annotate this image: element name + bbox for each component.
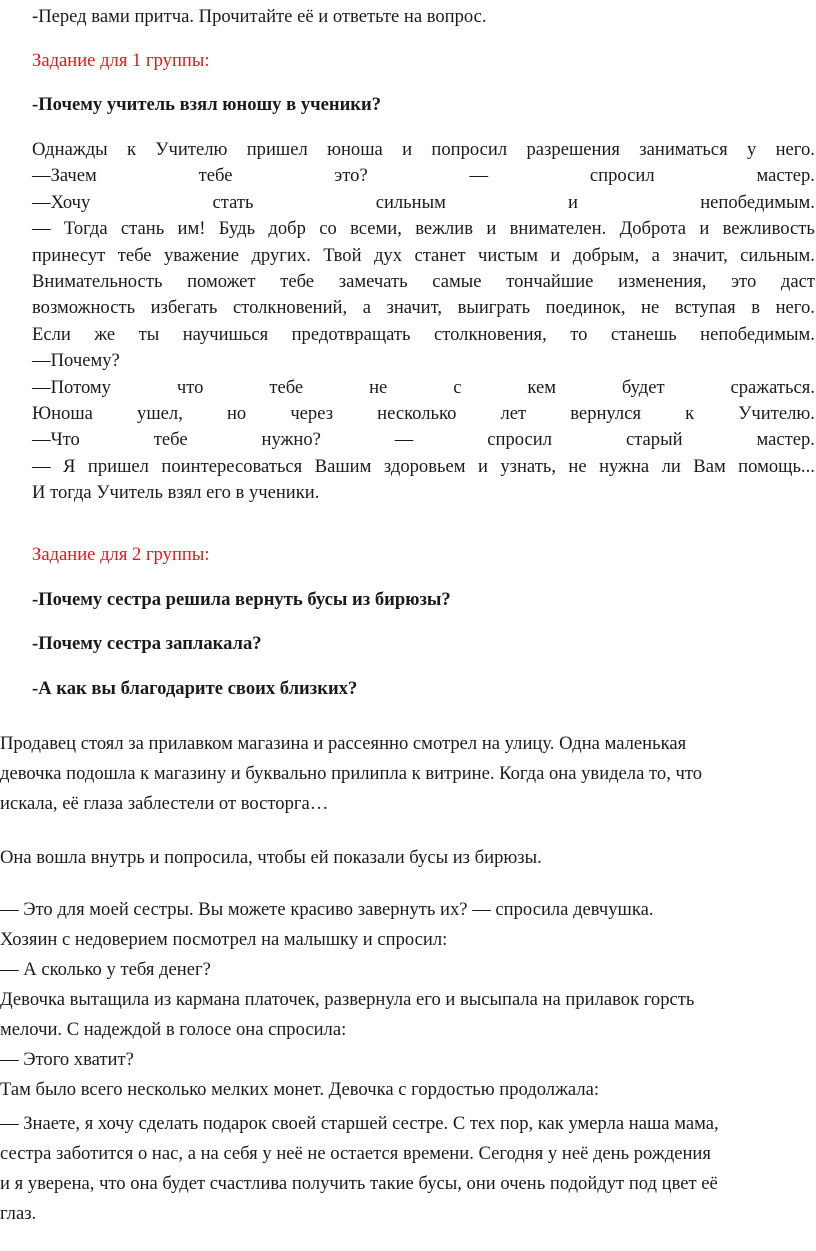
parable-1-word: тебе: [280, 271, 315, 292]
parable-1-word: непобедимым.: [700, 191, 815, 213]
parable-1-word: сильным: [375, 191, 446, 213]
parable-2-line: мелочи. С надеждой в голосе она спросила:: [0, 1019, 347, 1040]
parable-1-word: и: [699, 218, 710, 240]
parable-1-word: замечать: [338, 271, 408, 292]
parable-1-word: пришел: [87, 455, 149, 477]
parable-1-word: И тогда Учитель взял его в ученики.: [32, 482, 320, 504]
parable-1-word: им!: [177, 218, 206, 240]
parable-1-word: вежлив: [415, 218, 474, 240]
parable-2-line: Продавец стоял за прилавком магазина и рассеянно смотрел на улицу. Одна маленькая: [0, 733, 687, 754]
parable-1-word: Твой: [323, 244, 362, 266]
parable-1-word: это: [731, 271, 757, 292]
parable-1-word: в: [751, 297, 761, 319]
parable-1-word: значит,: [386, 297, 442, 319]
parable-1-line: [32, 480, 319, 505]
task1-question: -Почему учитель взял юношу в ученики?: [32, 94, 382, 115]
parable-1-word: ты: [138, 323, 160, 345]
parable-1-word: не: [369, 376, 388, 398]
parable-1-word: вернулся: [570, 403, 641, 424]
parable-1-word: но: [226, 403, 247, 424]
parable-1-word: Учителю.: [738, 403, 815, 424]
parable-1-line: [32, 322, 815, 347]
parable-1-line: [32, 401, 815, 426]
parable-2-line: Там было всего несколько мелких монет. Девочка с гордостью продолжала:: [0, 1079, 600, 1100]
parable-1-word: нужна: [599, 455, 650, 477]
parable-1-word: и: [477, 455, 488, 477]
parable-2-line: глаз.: [0, 1203, 37, 1224]
parable-1-word: попросил: [431, 139, 508, 160]
parable-1-word: чистым: [478, 244, 538, 266]
parable-1-word: помощь...: [738, 455, 815, 477]
parable-1-word: к: [685, 403, 695, 424]
parable-1-word: несколько: [377, 403, 457, 424]
parable-2-line: — Это для моей сестры. Вы можете красиво завернуть их? — спросила девчушка.: [0, 899, 654, 920]
parable-1-word: тебе: [117, 244, 152, 266]
parable-1-word: Учителю: [155, 139, 228, 160]
parable-1-word: старый: [625, 429, 683, 451]
parable-2-line: — Знаете, я хочу сделать подарок своей старшей сестре. С тех пор, как умерла наша мама,: [0, 1113, 719, 1134]
parable-1-word: добр: [268, 218, 306, 240]
parable-1-line: [32, 190, 815, 215]
parable-1-word: и: [550, 244, 561, 266]
parable-1-word: стань: [120, 218, 165, 240]
parable-1-word: юноша: [327, 139, 383, 160]
parable-1-word: мастер.: [756, 165, 815, 187]
parable-1-word: будет: [621, 376, 665, 398]
parable-1-word: тебе: [269, 376, 304, 398]
parable-2-line: Девочка вытащила из кармана платочек, развернула его и высыпала на прилавок горсть: [0, 989, 695, 1010]
parable-1-word: со: [319, 218, 337, 240]
parable-1-word: через: [290, 403, 334, 424]
parable-1-word: стать: [212, 191, 254, 213]
intro-line: -Перед вами притча. Прочитайте её и ответьте на вопрос.: [32, 6, 487, 27]
parable-1-word: сражаться.: [730, 376, 815, 398]
parable-1-word: заниматься: [639, 139, 728, 160]
parable-1-word: лет: [500, 403, 527, 424]
parable-1-word: то: [570, 323, 588, 345]
parable-1-word: изменения,: [618, 271, 707, 292]
parable-1-line: [32, 216, 815, 241]
parable-1-word: мастер.: [756, 429, 815, 451]
parable-1-line: [32, 243, 815, 268]
task1-heading: Задание для 1 группы:: [32, 50, 210, 71]
parable-1-word: него.: [775, 297, 815, 319]
parable-2-line: — А сколько у тебя денег?: [0, 959, 211, 980]
parable-1-line: [32, 269, 815, 294]
parable-1-line: [32, 348, 120, 373]
parable-1-line: [32, 295, 815, 320]
parable-1-word: тебе: [153, 429, 188, 451]
parable-1-word: столкновений,: [232, 297, 348, 319]
parable-1-word: разрешения: [526, 139, 620, 160]
parable-1-word: Вашим: [314, 455, 372, 477]
parable-1-word: Доброта: [619, 218, 686, 240]
parable-1-word: Вам: [693, 455, 726, 477]
parable-1-word: Однажды: [32, 139, 108, 160]
parable-1-word: внимателен.: [509, 218, 607, 240]
task2-question-3: -А как вы благодарите своих близких?: [32, 678, 358, 699]
parable-1-line: [32, 427, 815, 452]
parable-1-word: и: [486, 218, 497, 240]
parable-1-word: самые: [432, 271, 482, 292]
parable-1-word: у: [746, 139, 757, 160]
parable-2-line: девочка подошла к магазину и буквально прилипла к витрине. Когда она увидела то, что: [0, 763, 703, 784]
parable-1-line: [32, 163, 815, 188]
parable-1-line: [32, 375, 815, 400]
parable-1-word: избегать: [150, 297, 218, 319]
parable-1-word: что: [176, 376, 204, 398]
parable-1-word: сильным.: [740, 244, 815, 266]
parable-1-word: тебе: [198, 165, 233, 187]
parable-1-word: поинтересоваться: [161, 455, 303, 477]
task2-question-2: -Почему сестра заплакала?: [32, 633, 262, 654]
parable-1-word: —: [32, 455, 51, 477]
parable-1-word: ушел,: [137, 403, 183, 424]
parable-2-line: и я уверена, что она будет счастлива получить такие бусы, они очень подойдут под цвет её: [0, 1173, 718, 1194]
parable-1-word: вступая: [674, 297, 736, 319]
parable-1-word: нужно?: [261, 429, 321, 451]
parable-1-word: спросил: [487, 429, 553, 451]
parable-1-word: возможность: [32, 297, 136, 319]
parable-1-word: не: [568, 455, 587, 477]
parable-2-line: Хозяин с недоверием посмотрел на малышку и спросил:: [0, 929, 448, 950]
parable-1-word: —Зачем: [32, 165, 97, 187]
parable-2-line: сестра заботится о нас, а на себя у неё не остается времени. Сегодня у неё день рождения: [0, 1143, 711, 1164]
parable-1-word: спросил: [589, 165, 655, 187]
parable-1-word: станешь: [610, 323, 677, 345]
parable-1-word: и: [568, 191, 578, 213]
parable-1-line: [32, 454, 815, 479]
parable-1-word: Тогда: [63, 218, 108, 240]
parable-1-word: же: [94, 323, 116, 345]
parable-1-word: ли: [661, 455, 681, 477]
parable-1-word: научишься: [182, 323, 269, 345]
parable-1-word: вежливость: [722, 218, 815, 240]
parable-1-word: Будь: [218, 218, 256, 240]
parable-1-word: него.: [775, 139, 815, 160]
parable-1-word: принесут: [32, 244, 106, 266]
parable-2-line: — Этого хватит?: [0, 1049, 134, 1070]
parable-1-word: с: [453, 376, 462, 398]
task2-question-1: -Почему сестра решила вернуть бусы из бирюзы?: [32, 589, 451, 610]
parable-1-word: —: [469, 165, 489, 187]
parable-1-word: поединок,: [545, 297, 626, 319]
parable-1-word: не: [641, 297, 660, 319]
parable-1-word: пришел: [246, 139, 308, 160]
parable-1-word: всеми,: [350, 218, 402, 240]
parable-1-word: —: [32, 218, 51, 240]
parable-1-word: узнать,: [500, 455, 556, 477]
task2-heading: Задание для 2 группы:: [32, 544, 210, 565]
parable-1-line: [32, 137, 815, 162]
parable-1-word: других.: [251, 244, 311, 266]
parable-1-word: Внимательность: [32, 271, 163, 292]
parable-1-word: —: [394, 429, 414, 451]
parable-1-word: значит,: [672, 244, 728, 266]
parable-1-word: это?: [334, 165, 368, 187]
parable-1-word: к: [126, 139, 137, 160]
parable-1-word: столкновения,: [433, 323, 547, 345]
parable-1-word: выиграть: [457, 297, 531, 319]
parable-1-word: —Что: [32, 429, 80, 451]
parable-1-word: тончайшие: [506, 271, 594, 292]
parable-1-word: —Потому: [32, 376, 111, 398]
parable-1-word: даст: [780, 271, 815, 292]
parable-1-word: Я: [63, 455, 76, 477]
parable-1-word: —Хочу: [32, 191, 91, 213]
parable-1-word: Если: [32, 323, 71, 345]
parable-2-line: искала, её глаза заблестели от восторга…: [0, 793, 329, 814]
parable-1-word: а: [651, 244, 660, 266]
parable-1-word: станет: [414, 244, 466, 266]
parable-1-word: предотвращать: [291, 323, 411, 345]
parable-1-word: Юноша: [32, 403, 93, 424]
parable-1-word: добрым,: [572, 244, 640, 266]
parable-1-word: а: [362, 297, 371, 319]
parable-1-word: и: [402, 139, 413, 160]
parable-1-word: кем: [527, 376, 556, 398]
parable-1-word: непобедимым.: [700, 323, 815, 345]
parable-1-word: здоровьем: [383, 455, 466, 477]
parable-1-word: —Почему?: [32, 350, 120, 372]
parable-1-word: уважение: [163, 244, 240, 266]
parable-1-word: дух: [373, 244, 403, 266]
parable-2-line: Она вошла внутрь и попросила, чтобы ей показали бусы из бирюзы.: [0, 847, 542, 868]
parable-1-word: поможет: [187, 271, 256, 292]
